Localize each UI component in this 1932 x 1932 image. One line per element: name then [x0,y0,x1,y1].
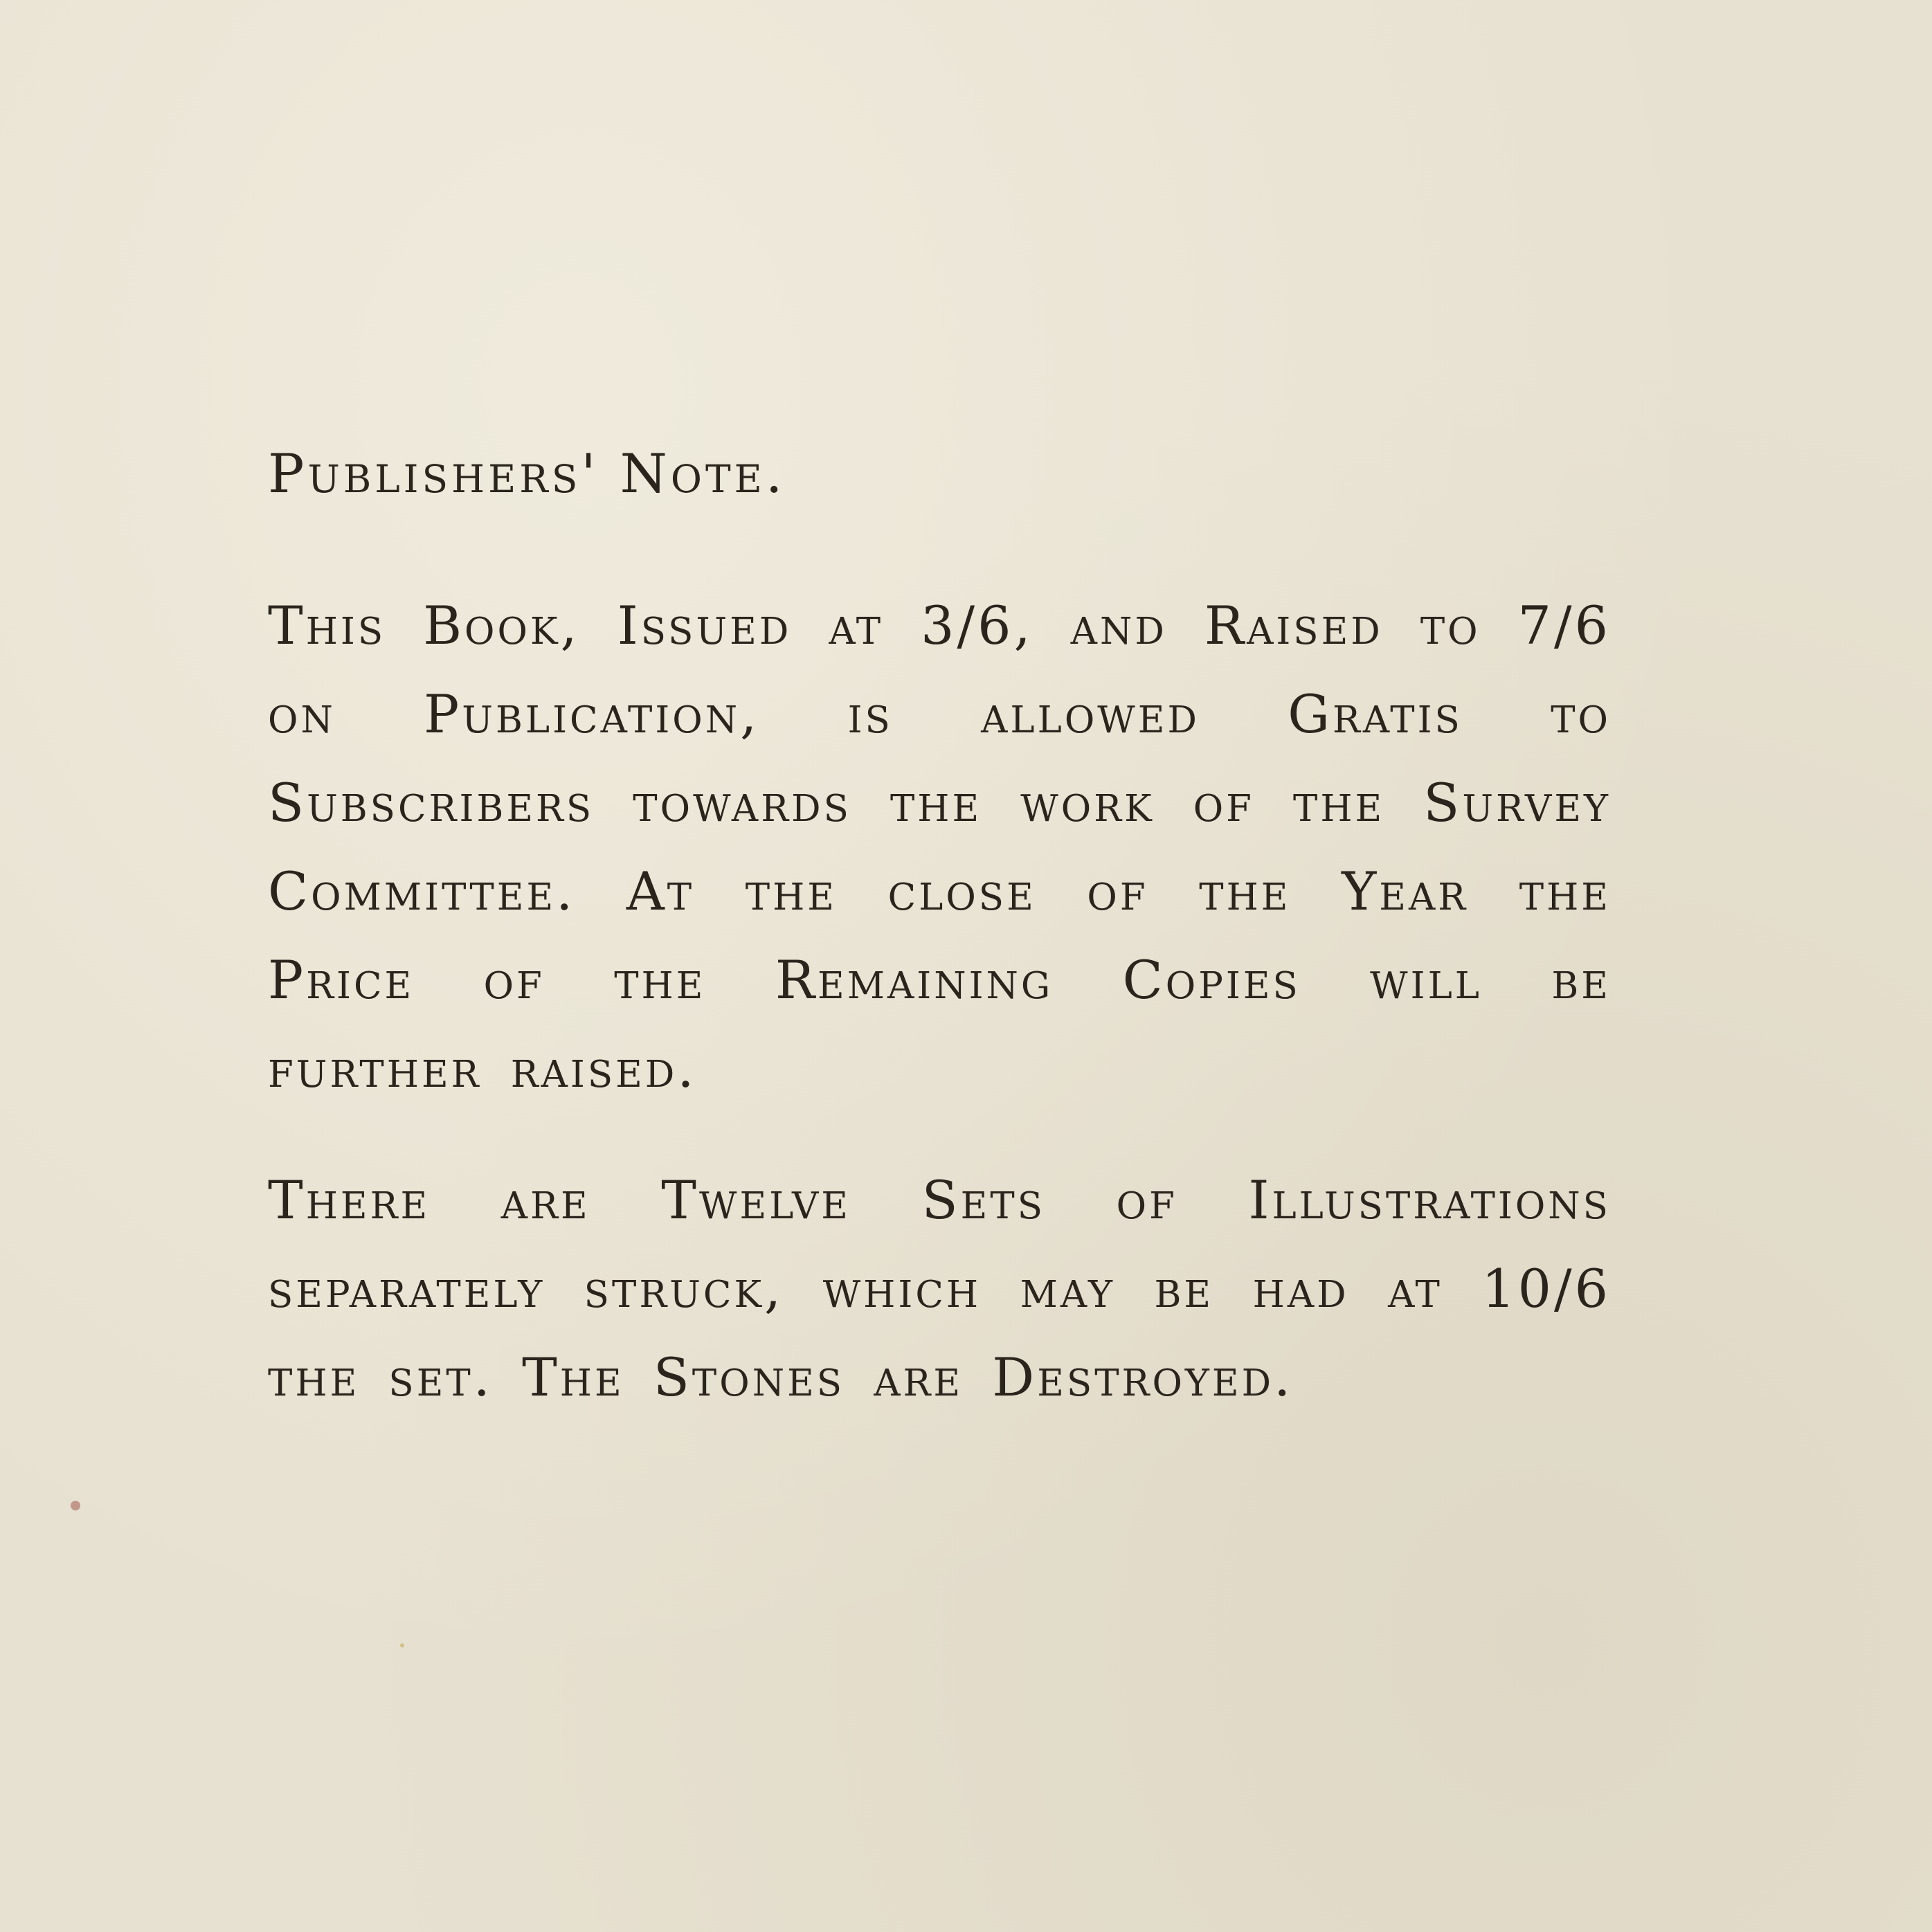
publishers-note [268,436,1611,1465]
paper-speck-small [400,1643,404,1647]
note-heading: Publishers' Note. [268,443,786,505]
note-paragraph-illustrations: There are Twelve Sets of Illustrations separately struck, which may be had at 10/6 the set. The Stones are Destroyed. [268,1169,1611,1408]
note-paragraph-price: This Book, Issued at 3/6, and Raised to 7/6 on Publication, is allowed Gratis to Subscribers towards the work of the Survey Committee. At the close of the Year the Price of the Remaining Copies will be further raised. [268,595,1611,1099]
paper-speck [71,1501,80,1510]
